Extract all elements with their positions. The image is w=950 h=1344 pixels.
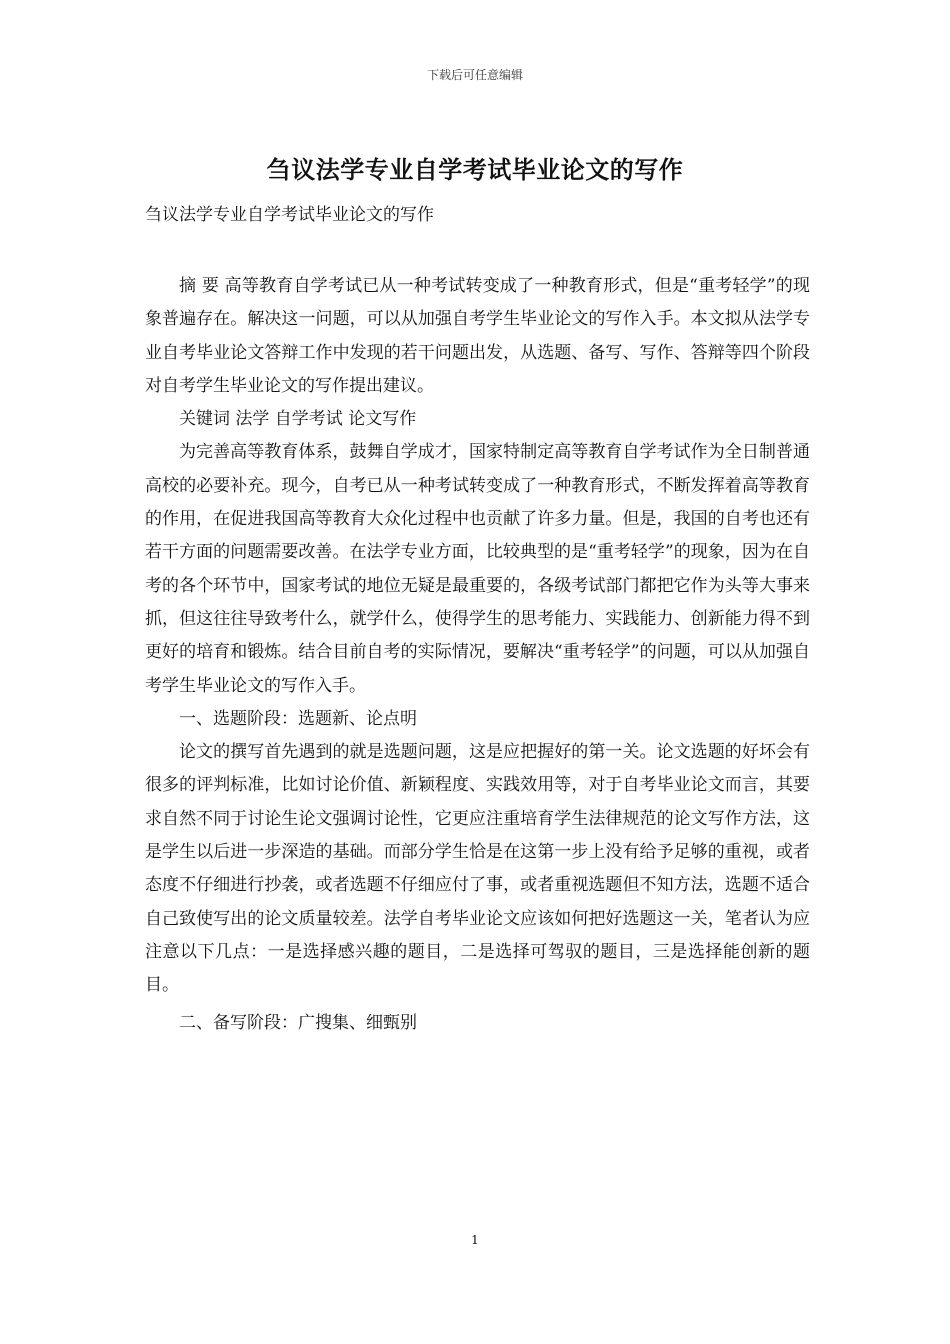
section-1-paragraph: 论文的撰写首先遇到的就是选题问题，这是应把握好的第一关。论文选题的好坏会有很多的评判标准，比如讨论价值、新颖程度、实践效用等，对于自考毕业论文而言，其要求自然不同于讨论生论文强调讨论性，它更应注重培育学生法律规范的论文写作方法，这是学生以后进一步深造的基础。而部分学生恰是在这第一步上没有给予足够的重视，或者态度不仔细进行抄袭，或者选题不仔细应付了事，或者重视选题但不知方法，选题不适合自己致使写出的论文质量较差。法学自考毕业论文应该如何把好选题这一关，笔者认为应注意以下几点：一是选择感兴趣的题目，二是选择可驾驭的题目，三是选择能创新的题目。 [145, 742, 810, 996]
page-number: 1 [471, 1233, 479, 1247]
document-title: 刍议法学专业自学考试毕业论文的写作 [266, 155, 684, 184]
page-header-note: 下载后可任意编辑 [426, 68, 523, 82]
section-heading-2: 二、备写阶段：广搜集、细甄别 [179, 1012, 417, 1033]
abstract-paragraph: 摘 要 高等教育自学考试已从一种考试转变成了一种教育形式，但是“重考轻学”的现象普遍存在。解决这一问题，可以从加强自考学生毕业论文的写作入手。本文拟从法学专业自考毕业论文答辩工作中发现的若干问题出发，从选题、备写、写作、答辩等四个阶段对自考学生毕业论文的写作提出建议。 [145, 276, 810, 396]
section-heading-1: 一、选题阶段：选题新、论点明 [179, 708, 417, 729]
intro-paragraph: 为完善高等教育体系，鼓舞自学成才，国家特制定高等教育自学考试作为全日制普通高校的必要补充。现今，自考已从一种考试转变成了一种教育形式，不断发挥着高等教育的作用，在促进我国高等教育大众化过程中也贡献了许多力量。但是，我国的自考也还有若干方面的问题需要改善。在法学专业方面，比较典型的是“重考轻学”的现象，因为在自考的各个环节中，国家考试的地位无疑是最重要的，各级考试部门都把它作为头等大事来抓，但这往往导致考什么，就学什么，使得学生的思考能力、实践能力、创新能力得不到更好的培育和锻炼。结合目前自考的实际情况，要解决“重考轻学”的问题，可以从加强自考学生毕业论文的写作入手。 [145, 442, 810, 696]
keywords-paragraph: 关键词 法学 自学考试 论文写作 [179, 409, 417, 430]
document-subtitle: 刍议法学专业自学考试毕业论文的写作 [145, 205, 434, 225]
document-body [145, 270, 810, 1040]
